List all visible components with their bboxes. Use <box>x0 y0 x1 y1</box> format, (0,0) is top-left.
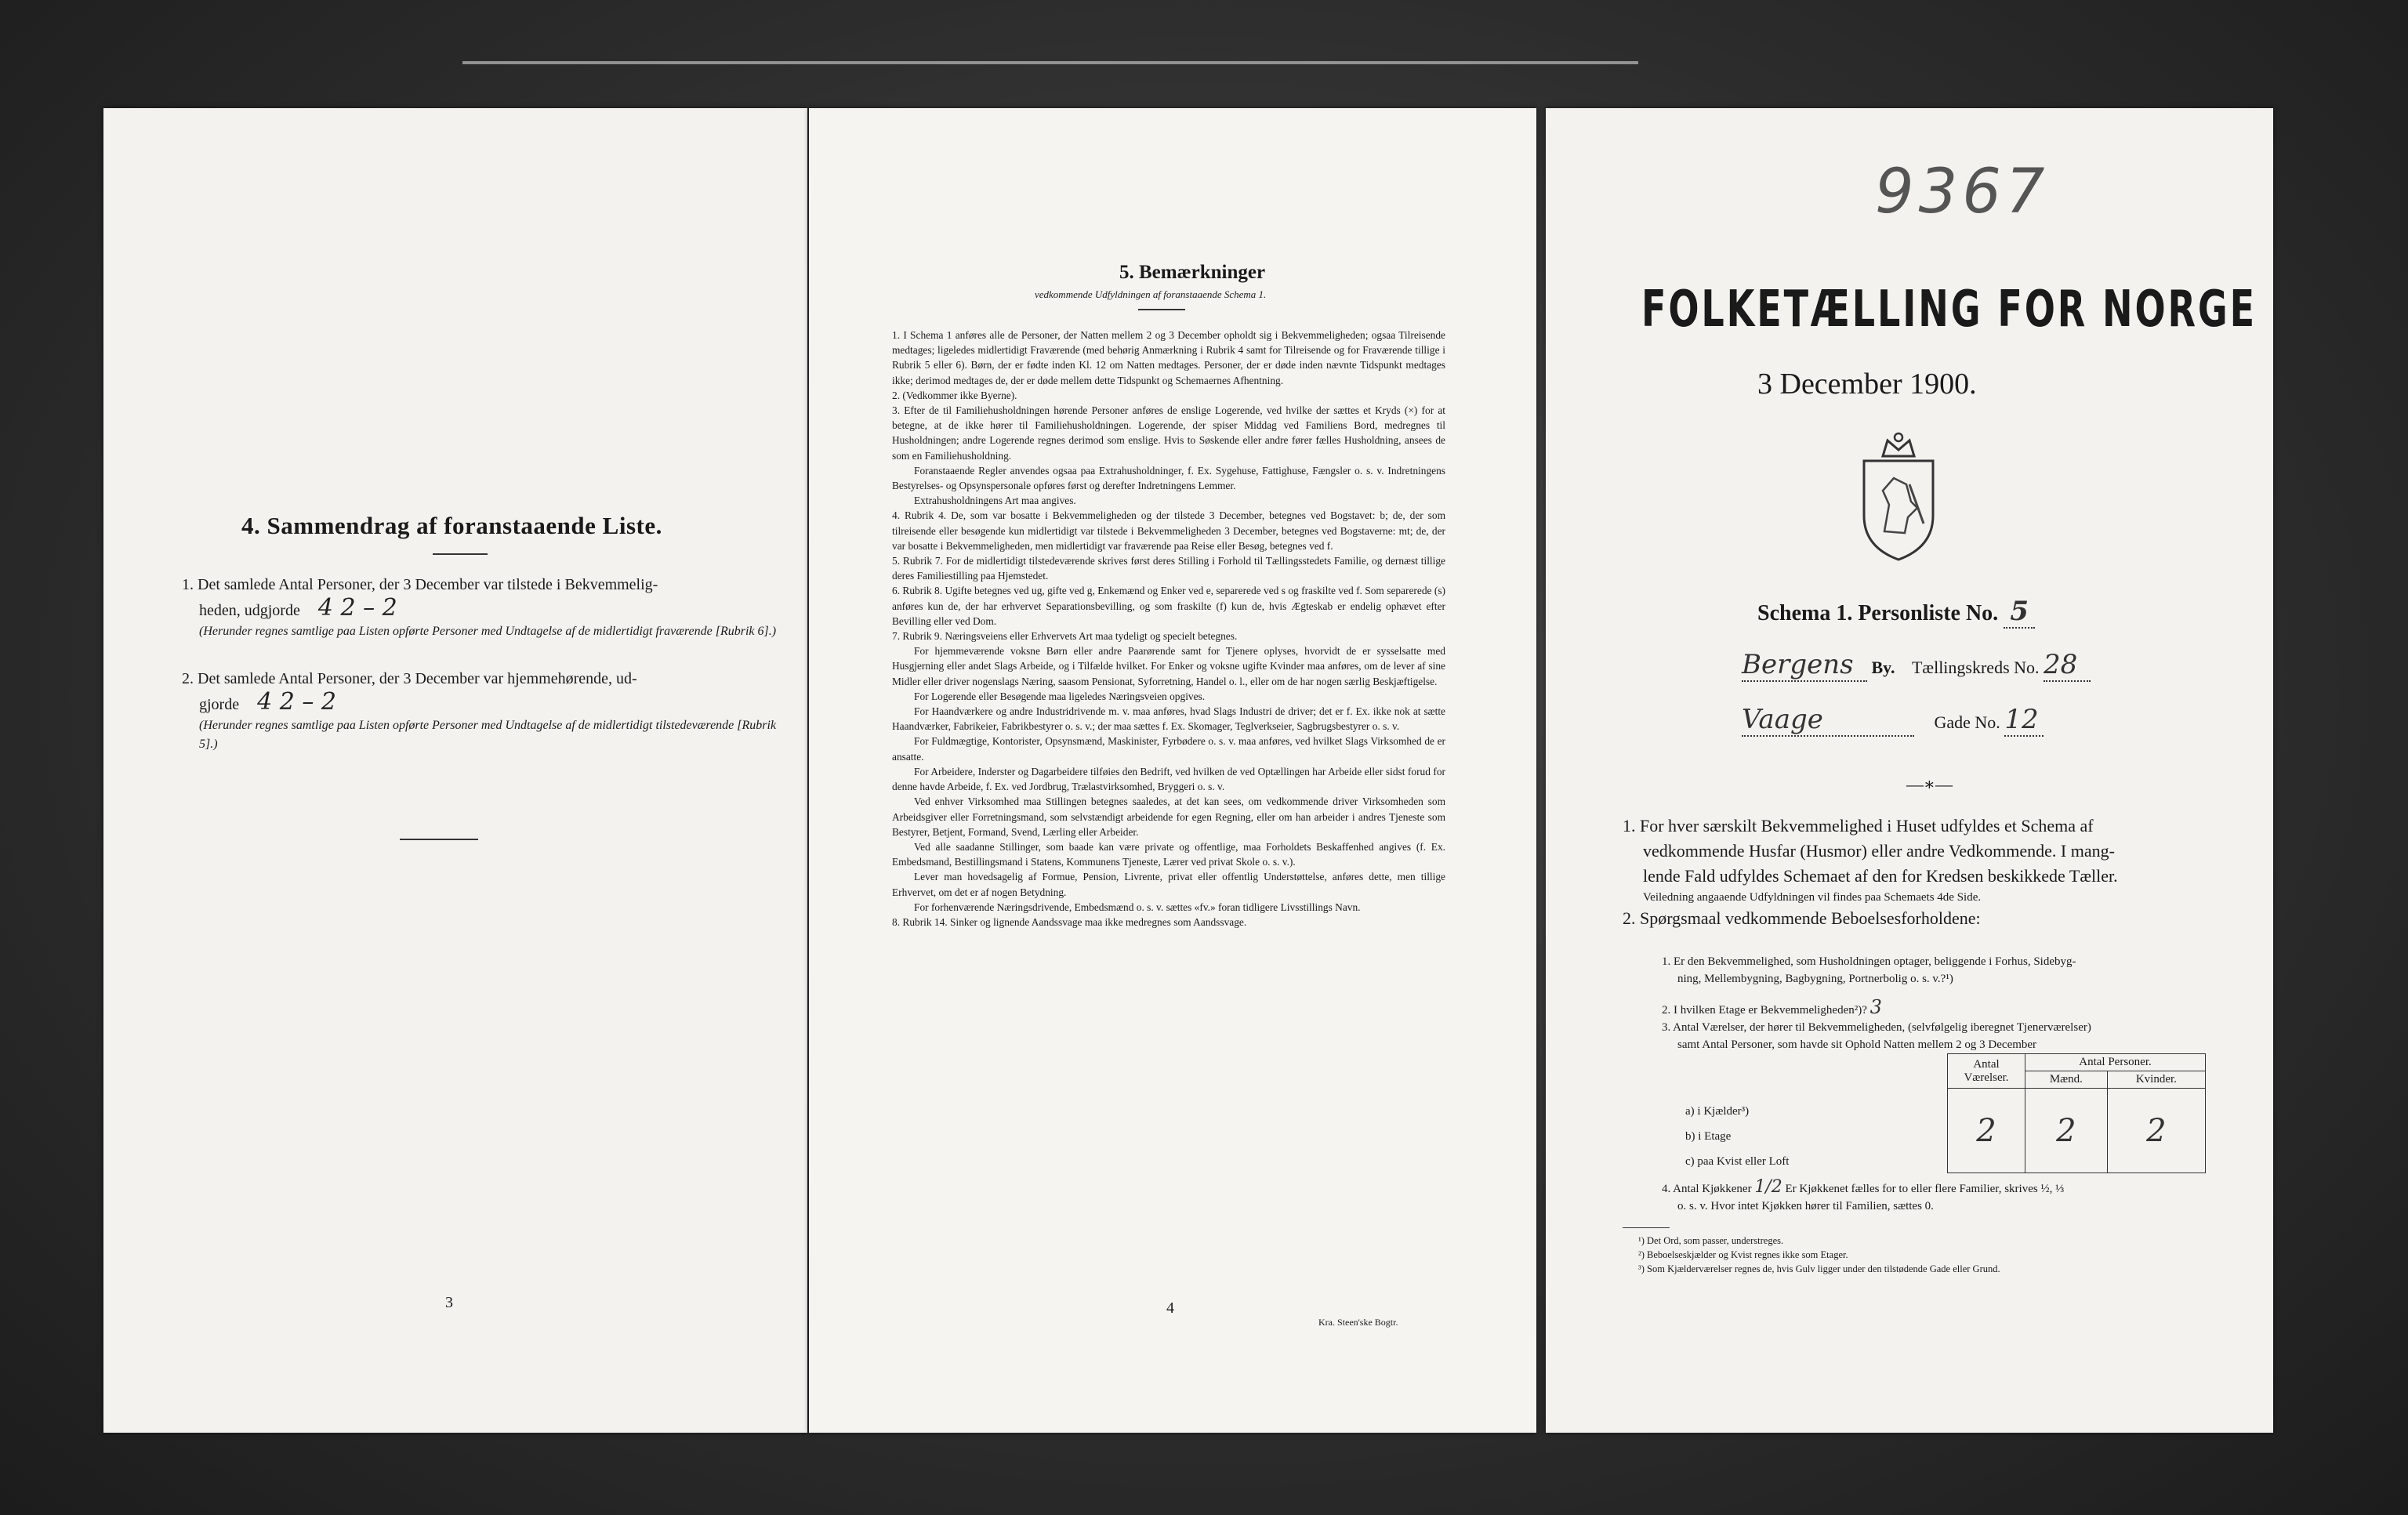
census-title: FOLKETÆLLING FOR NORGE <box>1641 281 2257 339</box>
remark-paragraph: Extrahusholdningens Art maa angives. <box>914 495 1076 507</box>
gade-field: Vaage Gade No. 12 <box>1742 704 2044 737</box>
table-row-labels <box>1685 1099 1944 1174</box>
gade-no-handwriting: 12 <box>2004 704 2039 735</box>
right-page <box>1546 108 2273 1433</box>
q2-2-label: 2. I hvilken Etage er Bekvemmeligheden²)? <box>1662 1004 1867 1017</box>
remarks-subheading: vedkommende Udfyldningen af foranstaaende Schema 1. <box>1035 288 1267 300</box>
q2-4-handwriting: 1/2 <box>1754 1177 1782 1197</box>
kreds-handwriting: 28 <box>2044 649 2078 680</box>
printer-credit: Kra. Steen'ske Bogtr. <box>1318 1317 1398 1328</box>
summary-item-2 <box>182 667 778 754</box>
schema-no-handwriting: 5 <box>2010 596 2029 627</box>
top-rule <box>462 61 1638 64</box>
q2-4-label: 4. Antal Kjøkkener <box>1662 1183 1752 1195</box>
row-a-label: a) i Kjælder³) <box>1685 1105 1750 1118</box>
q2-subquestions <box>1662 953 2242 1053</box>
ornament-divider: —∗— <box>1906 774 1953 794</box>
remark-paragraph: For Logerende eller Besøgende maa ligeledes Næringsveien opgives. <box>914 690 1206 702</box>
gade-handwriting: Vaage <box>1742 704 1823 735</box>
remarks-rule <box>1138 309 1185 310</box>
th-women: Kvinder. <box>2107 1071 2205 1089</box>
remarks-heading: 5. Bemærkninger <box>1119 262 1266 283</box>
remark-paragraph: For Haandværkere og andre Industridrivende m. v. maa anføres, hvad Slags Industri de driver; det er f. Ex. ikke nok at sætte Haandværker, Fabrikeier, Fabrikbestyrer o. s. v.; der maa sættes f. Ex. Skomager, Teglverkseier, Sagbrugsbestyrer o. s. v. <box>892 705 1445 733</box>
by-field: Bergens By. Tællingskreds No. 28 <box>1742 649 2091 682</box>
q2-4-block <box>1662 1179 2242 1215</box>
q2-4-line-b: Er Kjøkkenet fælles for to eller flere Familier, skrives ½, ⅓ <box>1785 1183 2065 1195</box>
by-handwriting: Bergens <box>1742 649 1854 680</box>
q1-line-c: lende Fald udfyldes Schemaet af den for Kredsen beskikkede Tæller. <box>1643 866 2118 886</box>
remarks-body <box>892 328 1445 930</box>
cell-rooms: 2 <box>1948 1089 2025 1173</box>
item2-line2: gjorde 4 2 – 2 <box>199 688 336 716</box>
footnote-2: ²) Beboelseskjælder og Kvist regnes ikke som Etager. <box>1638 1249 1848 1260</box>
left-page <box>103 108 807 1433</box>
q2-1-line-a: 1. Er den Bekvemmelighed, som Husholdningen optager, beliggende i Forhus, Sidebyg- <box>1662 955 2076 968</box>
row-c-label: c) paa Kvist eller Loft <box>1685 1155 1790 1168</box>
remark-paragraph: 5. Rubrik 7. For de midlertidigt tilstedeværende skrives først deres Stilling i Forhold til Tællingsstedets Familie, og dernæst tillige deres Familiestilling paa Hjemstedet. <box>892 555 1445 582</box>
remark-paragraph: Foranstaaende Regler anvendes ogsaa paa Extrahusholdninger, f. Ex. Sygehuse, Fattighuse, Fængsler o. s. v. Indretningens Bestyrelses- og Opsynspersonale opføres først og derefter Indretningens Lemmer. <box>892 464 1445 492</box>
remark-paragraph: Ved alle saadanne Stillinger, som baade kan være private og offentlige, maa Forholdets Beskaffenhed angives (f. Ex. Embedsmand, Bestillingsmand i Statens, Kommunens Tjeneste, Lærer ved privat Skole o. s. v.). <box>892 840 1445 868</box>
page-number-middle: 4 <box>1166 1299 1174 1317</box>
heading-rule <box>433 553 488 555</box>
q2-4-line-c: o. s. v. Hvor intet Kjøkken hører til Familien, sættes 0. <box>1677 1200 1934 1212</box>
remark-paragraph: Lever man hovedsagelig af Formue, Pension, Livrente, privat eller offentlig Understøttelse, anføres dette, men tillige Erhvervet, om det er af nogen Betydning. <box>892 871 1445 898</box>
q1-line-a: 1. For hver særskilt Bekvemmelighed i Huset udfyldes et Schema af <box>1623 816 2094 835</box>
remark-paragraph: For forhenværende Næringsdrivende, Embedsmænd o. s. v. sættes «fv.» foran tidligere Livsstillings Navn. <box>914 901 1361 913</box>
item1-handwriting: 4 2 – 2 <box>317 594 397 622</box>
coat-of-arms-icon <box>1851 429 1946 563</box>
remark-paragraph: 4. Rubrik 4. De, som var bosatte i Bekvemmeligheden og der tilstede 3 December, betegnes ved Bogstavet: b; de, der som tilreisende eller besøgende kun midlertidigt var tilstede i Bekvemmeligheden 3 December, betegnes ved Bogstaverne: mt; de, der var bosatte i Bekvemmeligheden, men midlertidigt var fraværende paa Reise eller Besøg, betegnes ved f. <box>892 509 1445 552</box>
item2-line1: 2. Det samlede Antal Personer, der 3 December var hjemmehørende, ud- <box>182 670 637 687</box>
q1-note: Veiledning angaaende Udfyldningen vil findes paa Schemaets 4de Side. <box>1643 891 1982 904</box>
q2-heading: 2. Spørgsmaal vedkommende Beboelsesforholdene: <box>1623 908 1981 928</box>
remark-paragraph: 2. (Vedkommer ikke Byerne). <box>892 389 1017 401</box>
th-men: Mænd. <box>2025 1071 2108 1089</box>
footnote-1: ¹) Det Ord, som passer, understreges. <box>1638 1235 1784 1246</box>
remark-paragraph: 1. I Schema 1 anføres alle de Personer, der Natten mellem 2 og 3 December opholdt sig i Bekvemmeligheden; ogsaa Tilreisende medtages; ligeledes midlertidigt Fraværende (med behørig Anmærkning i Rubrik 4 samt for Tilreisende og for Fraværende tillige i Rubrik 5 eller 6). Børn, der er fødte inden Kl. 12 om Natten medtages. Personer, der er døde inden nævnte Tidspunkt medtages ikke; derimod medtages de, der er døde mellem dette Tidspunkt og Schemaernes Afhentning. <box>892 329 1445 386</box>
item2-handwriting: 4 2 – 2 <box>257 688 336 716</box>
item1-line2: heden, udgjorde 4 2 – 2 <box>199 594 397 622</box>
section-end-rule <box>400 839 478 840</box>
rooms-persons-table <box>1947 1053 2206 1173</box>
page-number-left: 3 <box>445 1294 453 1311</box>
footnote-rule <box>1623 1227 1670 1228</box>
q2-1-line-b: ning, Mellembygning, Bagbygning, Portnerbolig o. s. v.?¹) <box>1677 973 1953 985</box>
remark-paragraph: Ved enhver Virksomhed maa Stillingen betegnes saaledes, at det kan sees, om vedkommende driver Virksomheden som Arbeidsgiver eller Forretningsmand, som selvstændigt arbeidende for egen Regning, eller om han arbeider i andres Tjeneste som Bestyrer, Betjent, Formand, Svend, Lærling eller Arbeider. <box>892 796 1445 838</box>
remark-paragraph: For hjemmeværende voksne Børn eller andre Paarørende samt for Tjenere oplyses, hvorvidt de er sysselsatte med Husgjerning eller andet Slags Arbeide, og i Tilfælde hvilket. For Enker og voksne ugifte Kvinder maa anføres, om de lever af sine Midler eller driver nogenslags Næring, saasom Pensionat, Syforretning, Handel o. l., eller om de har nogen særlig Beskjæftigelse. <box>892 645 1445 687</box>
remark-paragraph: 3. Efter de til Familiehusholdningen hørende Personer anføres de enslige Logerende, ved hvilke der sættes et Kryds (×) for at betegne, at de ikke hører til Familiehusholdningen. Logerende, der spiser Middag ved Familiens Bord, medregnes til Husholdningen; andre Logerende regnes derimod som enslige. Hvis to Søskende eller andre fører fælles Husholdning, ansees de som en Familiehusholdning. <box>892 404 1445 462</box>
remark-paragraph: For Arbeidere, Inderster og Dagarbeidere tilføies den Bedrift, ved hvilken de ved Optællingen har Arbeide eller sidst forud for denne havde Arbeide, f. Ex. ved Jordbrug, Trælastvirksomhed, Bryggeri o. s. v. <box>892 765 1445 793</box>
item2-note: (Herunder regnes samtlige paa Listen opførte Personer med Undtagelse af de midlertidigt tilstedeværende [Rubrik 5].) <box>199 719 777 751</box>
cell-men: 2 <box>2025 1089 2108 1173</box>
remark-paragraph: 8. Rubrik 14. Sinker og lignende Aandssvage maa ikke medregnes som Aandssvage. <box>892 915 1247 928</box>
remark-paragraph: 6. Rubrik 8. Ugifte betegnes ved ug, gifte ved g, Enkemænd og Enker ved e, separerede ved s og fraskilte ved f. Som separerede (s) anføres kun de, der har erhvervet Separationsbevilling, og som fraskilte (f) kun de, hvis Ægteskab er endelig ophævet efter Bevilling eller ved Dom. <box>892 585 1445 627</box>
archive-number: 9367 <box>1875 157 2050 227</box>
footnotes <box>1638 1234 2234 1276</box>
th-rooms: Antal Værelser. <box>1948 1054 2025 1089</box>
instructions-block <box>1623 814 2242 931</box>
schema-line: Schema 1. Personliste No. 5 <box>1757 596 2035 629</box>
remark-paragraph: For Fuldmægtige, Kontorister, Opsynsmænd, Maskinister, Fyrbødere o. s. v. maa anføres, ved hvilket Slags Virksomhed de er ansatte. <box>892 735 1445 763</box>
item1-line1: 1. Det samlede Antal Personer, der 3 December var tilstede i Bekvemmelig- <box>182 576 658 593</box>
th-persons: Antal Personer. <box>2025 1054 2206 1071</box>
cell-women: 2 <box>2107 1089 2205 1173</box>
item1-note: (Herunder regnes samtlige paa Listen opførte Personer med Undtagelse af de midlertidigt fraværende [Rubrik 6].) <box>199 625 777 638</box>
q1-line-b: vedkommende Husfar (Husmor) eller andre Vedkommende. I mang- <box>1643 841 2115 861</box>
q2-3-line-a: 3. Antal Værelser, der hører til Bekvemmeligheden, (selvfølgelig iberegnet Tjenerværelser) <box>1662 1021 2091 1034</box>
summary-item-1 <box>182 573 778 641</box>
census-date: 3 December 1900. <box>1757 368 1977 400</box>
q2-3-line-b: samt Antal Personer, som havde sit Ophold Natten mellem 2 og 3 December <box>1677 1038 2037 1051</box>
row-b-label: b) i Etage <box>1685 1130 1732 1143</box>
remark-paragraph: 7. Rubrik 9. Næringsveiens eller Erhvervets Art maa tydeligt og specielt betegnes. <box>892 630 1238 643</box>
q2-2-handwriting: 3 <box>1869 996 1882 1018</box>
middle-page <box>809 108 1536 1433</box>
footnote-3: ³) Som Kjælderværelser regnes de, hvis Gulv ligger under den tilstødende Gade eller Grund. <box>1638 1263 2000 1274</box>
summary-heading: 4. Sammendrag af foranstaaende Liste. <box>241 512 662 539</box>
